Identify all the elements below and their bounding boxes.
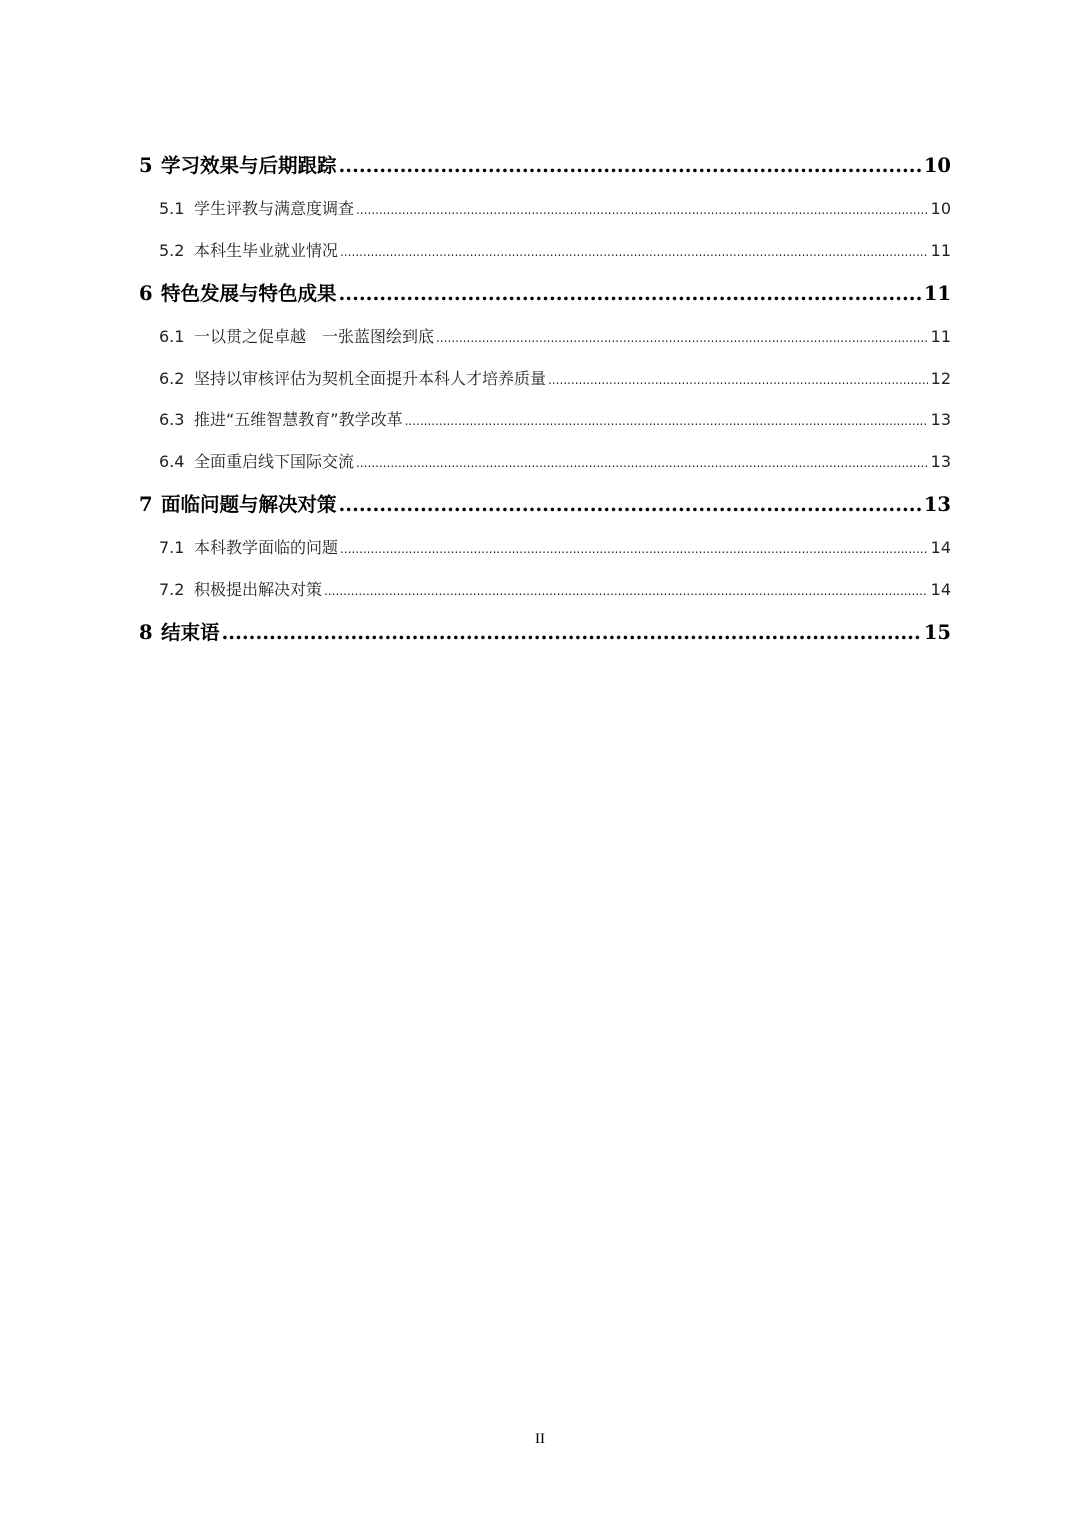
page-number: II <box>535 1431 545 1447</box>
toc-entry-page: 14 <box>930 538 951 557</box>
toc-entry-number: 6.4 <box>159 451 185 471</box>
toc-entry-6-3[interactable] <box>139 399 951 441</box>
toc-entry-title: 学习效果与后期跟踪 <box>161 154 337 177</box>
toc-entry-title: 特色发展与特色成果 <box>161 282 337 305</box>
toc-entry-title: 面临问题与解决对策 <box>161 493 337 516</box>
toc-entry-title: 结束语 <box>161 621 220 644</box>
toc-entry-7[interactable] <box>139 482 951 527</box>
toc-entry-number: 6.1 <box>159 327 185 346</box>
toc-entry-7-1[interactable] <box>139 527 951 569</box>
toc-entry-6-1[interactable] <box>139 316 951 358</box>
toc-entry-number: 5.2 <box>159 240 185 260</box>
toc-entry-number: 7.2 <box>159 579 185 599</box>
dot-leader <box>356 188 928 232</box>
dot-leader <box>436 316 928 360</box>
toc-entry-page: 13 <box>930 410 951 429</box>
toc-entry-8[interactable] <box>139 610 951 655</box>
dot-leader <box>324 569 928 613</box>
toc-entry-title: 一以贯之促卓越 一张蓝图绘到底 <box>194 327 435 346</box>
toc-entry-title: 学生评教与满意度调查 <box>194 199 355 218</box>
toc-entry-number: 6 <box>139 282 153 305</box>
toc-entry-5[interactable] <box>139 143 951 188</box>
toc-entry-number: 7.1 <box>159 538 185 557</box>
toc-entry-number: 6.2 <box>159 368 185 388</box>
dot-leader <box>340 527 928 571</box>
toc-entry-6-4[interactable] <box>139 441 951 483</box>
toc-entry-7-2[interactable] <box>139 569 951 611</box>
toc-entry-page: 10 <box>930 199 951 218</box>
dot-leader <box>340 230 928 274</box>
toc-entry-number: 5.1 <box>159 199 185 218</box>
toc-entry-page: 12 <box>930 368 951 388</box>
dot-leader <box>339 143 921 188</box>
table-of-contents <box>139 143 951 655</box>
toc-entry-number: 5 <box>139 154 153 177</box>
dot-leader <box>339 271 921 316</box>
toc-entry-title: 推进“五维智慧教育”教学改革 <box>194 410 403 429</box>
toc-entry-page: 13 <box>930 451 951 471</box>
toc-entry-title: 全面重启线下国际交流 <box>194 451 355 471</box>
dot-leader <box>222 610 921 655</box>
toc-entry-6[interactable] <box>139 271 951 316</box>
toc-entry-page: 13 <box>923 493 951 516</box>
dot-leader <box>548 358 928 402</box>
toc-entry-6-2[interactable] <box>139 358 951 400</box>
toc-entry-page: 10 <box>923 154 951 177</box>
toc-entry-number: 7 <box>139 493 153 516</box>
toc-entry-title: 本科生毕业就业情况 <box>194 240 339 260</box>
toc-entry-page: 14 <box>930 579 951 599</box>
toc-entry-title: 积极提出解决对策 <box>194 579 323 599</box>
toc-entry-page: 11 <box>930 327 951 346</box>
toc-entry-page: 11 <box>923 282 951 305</box>
dot-leader <box>339 482 921 527</box>
dot-leader <box>356 441 928 485</box>
toc-entry-5-1[interactable] <box>139 188 951 230</box>
toc-entry-number: 8 <box>139 621 153 644</box>
toc-entry-5-2[interactable] <box>139 230 951 272</box>
toc-entry-number: 6.3 <box>159 410 185 429</box>
toc-entry-title: 本科教学面临的问题 <box>194 538 339 557</box>
dot-leader <box>405 399 928 443</box>
toc-entry-title: 坚持以审核评估为契机全面提升本科人才培养质量 <box>194 368 547 388</box>
toc-entry-page: 11 <box>930 240 951 260</box>
toc-entry-page: 15 <box>923 621 951 644</box>
